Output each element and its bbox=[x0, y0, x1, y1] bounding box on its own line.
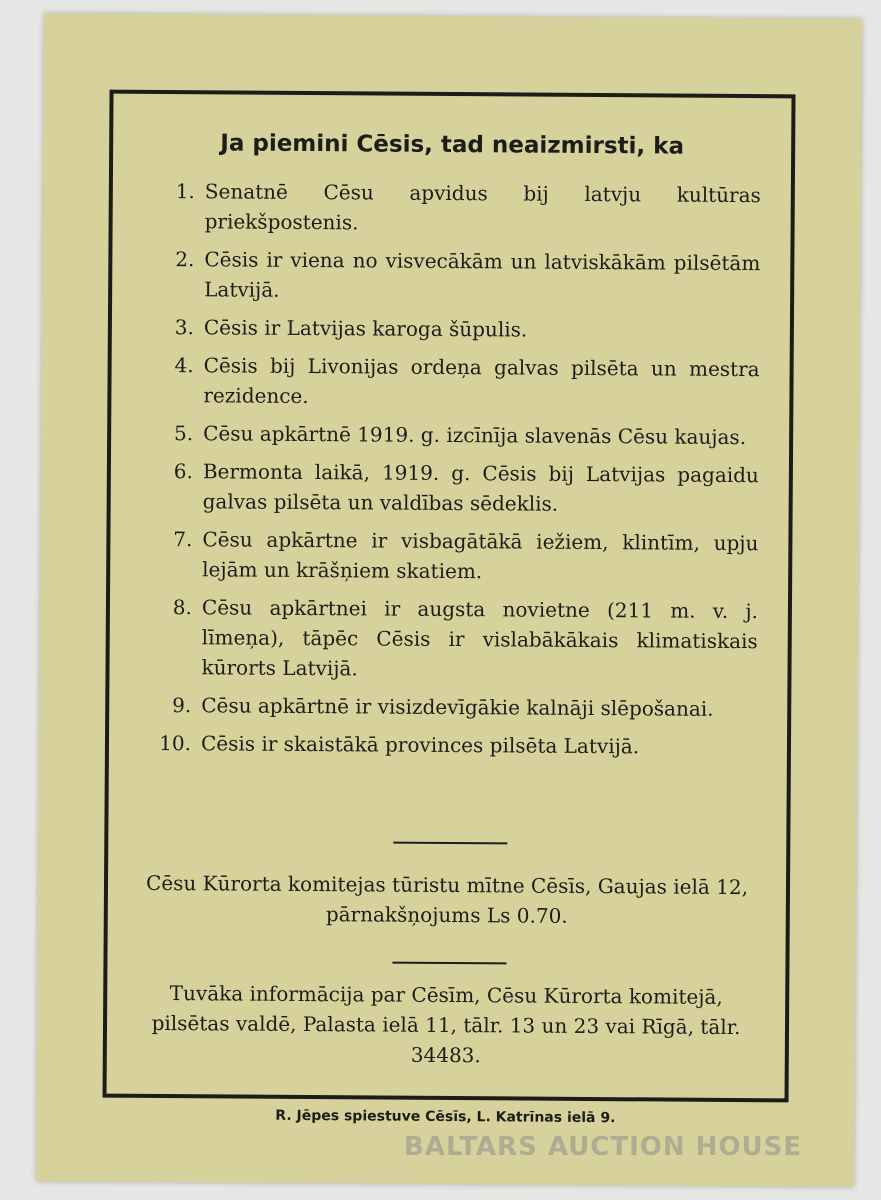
item-number: 4. bbox=[174, 353, 194, 378]
list-item bbox=[149, 456, 759, 520]
list-item bbox=[149, 350, 759, 414]
list-item bbox=[150, 312, 760, 346]
item-text: Cēsu apkārtnē ir visizdevīgākie kalnāji slēpošanai. bbox=[201, 693, 714, 721]
item-number: 3. bbox=[174, 315, 194, 340]
list-item bbox=[150, 244, 760, 308]
list-item bbox=[147, 690, 757, 724]
facts-list bbox=[147, 176, 761, 770]
heading: Ja piemini Cēsis, tad neaizmirsti, ka bbox=[220, 130, 685, 160]
text-frame bbox=[103, 90, 796, 1103]
printer-imprint: R. Jēpes spiestuve Cēsīs, L. Katrīnas ielā 9. bbox=[275, 1107, 616, 1127]
item-number: 10. bbox=[159, 730, 192, 756]
item-text: Cēsis ir skaistākā provinces pilsēta Latvijā. bbox=[200, 731, 640, 759]
item-text: Cēsis bij Livonijas ordeņa galvas pilsēta un mestra rezidence. bbox=[203, 353, 760, 409]
list-item bbox=[148, 524, 758, 588]
item-text: Cēsis ir viena no visvecākām un latviskākām pilsētām Latvijā. bbox=[204, 247, 761, 302]
divider bbox=[392, 962, 506, 965]
item-text: Cēsu apkārtnē 1919. g. izcīnīja slavenās Cēsu kaujas. bbox=[203, 421, 747, 450]
item-text: Senatnē Cēsu apvidus bij latvju kultūras priekšpostenis. bbox=[204, 179, 761, 235]
item-text: Bermonta laikā, 1919. g. Cēsis bij Latvijas pagaidu galvas pilsēta un valdības sēdeklis. bbox=[202, 459, 759, 516]
item-number: 9. bbox=[172, 693, 192, 718]
item-number: 7. bbox=[173, 527, 193, 552]
divider bbox=[393, 842, 507, 845]
item-text: Cēsu apkārtnei ir augsta novietne (211 m. v. j. līmeņa), tāpēc Cēsis ir vislabākākais klimatiskais kūrorts Latvijā. bbox=[201, 595, 759, 681]
list-item bbox=[147, 592, 758, 686]
list-item bbox=[151, 176, 761, 240]
tourist-lodge-note: Cēsu Kūrorta komitejas tūristu mītne Cēsīs, Gaujas ielā 12, pārnakšņojums Ls 0.70. bbox=[145, 870, 749, 928]
item-number: 2. bbox=[175, 247, 195, 272]
list-item bbox=[149, 418, 759, 452]
list-item bbox=[147, 728, 757, 762]
item-text: Cēsu apkārtne ir visbagātākā iežiem, klintīm, upju lejām un krāšņiem skatiem. bbox=[202, 527, 759, 584]
item-number: 1. bbox=[175, 179, 195, 204]
item-text: Cēsis ir Latvijas karoga šūpulis. bbox=[203, 315, 528, 342]
item-number: 6. bbox=[173, 459, 193, 484]
document-page bbox=[36, 13, 862, 1187]
information-note: Tuvāka informācija par Cēsīm, Cēsu Kūrorta komitejā, pilsētas valdē, Palasta ielā 11, tālr. 13 un 23 vai Rīgā, tālr. 34483. bbox=[151, 981, 741, 1068]
item-number: 5. bbox=[173, 421, 194, 446]
item-number: 8. bbox=[172, 595, 193, 620]
auction-watermark: BALTARS AUCTION HOUSE bbox=[404, 1132, 803, 1162]
